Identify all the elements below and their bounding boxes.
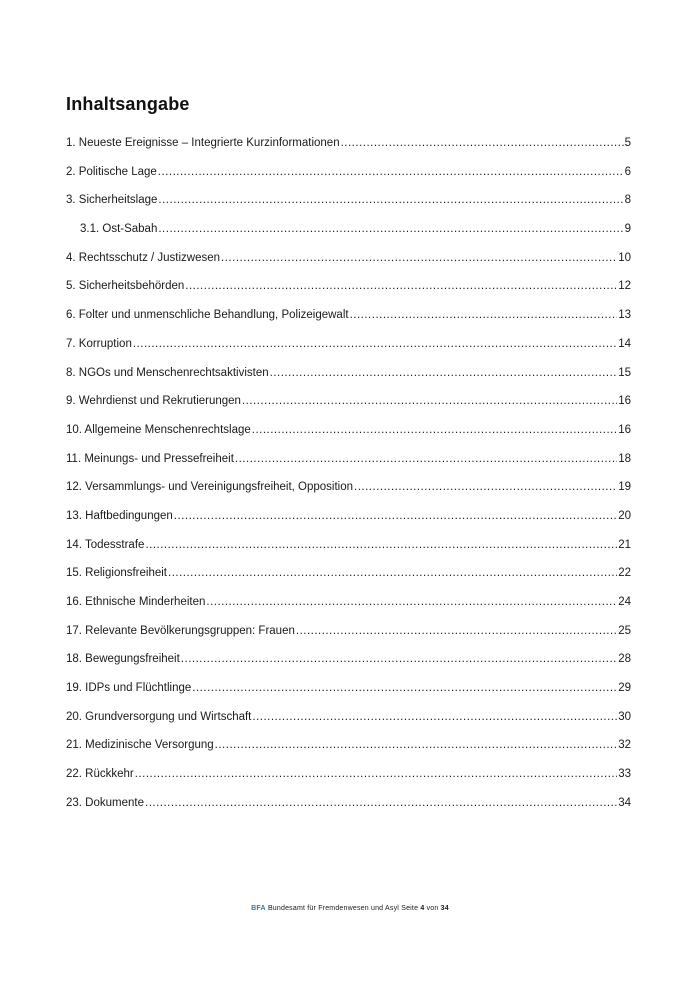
toc-entry-label: 17. Relevante Bevölkerungsgruppen: Frauen <box>66 624 295 637</box>
toc-dot-leader <box>252 711 617 723</box>
footer-page-label: Seite <box>401 905 419 912</box>
toc-dot-leader <box>168 567 617 579</box>
toc-entry[interactable] <box>66 739 631 768</box>
toc-entry[interactable] <box>66 166 631 195</box>
toc-entry-label: 1. Neueste Ereignisse – Integrierte Kurzinformationen <box>66 137 340 149</box>
toc-entry[interactable] <box>66 338 631 367</box>
toc-entry-page: 32 <box>618 739 631 752</box>
toc-entry-label: 19. IDPs und Flüchtlinge <box>66 682 192 695</box>
toc-entry-page: 15 <box>618 366 631 379</box>
toc-dot-leader <box>158 223 623 235</box>
toc-entry-label: 5. Sicherheitsbehörden <box>66 280 185 293</box>
toc-entry-label: 6. Folter und unmenschliche Behandlung, Polizeigewalt <box>66 309 349 322</box>
toc-dot-leader <box>181 653 617 665</box>
toc-entry[interactable] <box>66 510 631 539</box>
toc-entry-label: 11. Meinungs- und Pressefreiheit <box>66 452 234 465</box>
toc-entry-label: 9. Wehrdienst und Rekrutierungen <box>66 395 241 408</box>
toc-entry-page: 14 <box>618 337 631 350</box>
toc-dot-leader <box>221 252 617 264</box>
toc-entry[interactable] <box>66 280 631 309</box>
toc-entry[interactable] <box>66 682 631 711</box>
toc-dot-leader <box>270 367 618 379</box>
toc-dot-leader <box>296 625 617 637</box>
toc-entry[interactable] <box>66 711 631 740</box>
toc-dot-leader <box>145 539 617 551</box>
toc-entry[interactable] <box>66 797 631 826</box>
toc-entry-page: 18 <box>618 452 631 465</box>
toc-entry-label: 8. NGOs und Menschenrechtsaktivisten <box>66 366 269 379</box>
footer-page-current: 4 <box>420 905 425 912</box>
toc-entry-page: 29 <box>618 682 631 695</box>
toc-entry-label: 18. Bewegungsfreiheit <box>66 653 180 666</box>
toc-entry-page: 22 <box>618 567 631 580</box>
toc-entry-page: 13 <box>618 309 631 322</box>
toc-entry-page: 16 <box>618 423 631 436</box>
toc-entry-page: 8 <box>624 194 631 207</box>
toc-entry-label: 7. Korruption <box>66 337 132 350</box>
toc-entry[interactable] <box>66 653 631 682</box>
toc-entry-page: 12 <box>618 280 631 293</box>
toc-entry-page: 21 <box>618 538 631 551</box>
toc-dot-leader <box>158 194 623 206</box>
toc-entry-page: 24 <box>618 596 631 608</box>
page-title: Inhaltsangabe <box>66 94 190 114</box>
toc-entry[interactable] <box>66 395 631 424</box>
toc-entry-page: 28 <box>618 653 631 666</box>
toc-entry-page: 9 <box>624 223 631 236</box>
toc-entry-label: 2. Politische Lage <box>66 165 157 178</box>
toc-entry-label: 23. Dokumente <box>66 796 144 809</box>
page-content <box>66 94 631 826</box>
toc-entry[interactable] <box>66 596 631 625</box>
toc-entry[interactable] <box>66 194 631 223</box>
toc-entry-page: 34 <box>618 796 631 809</box>
toc-entry-page: 19 <box>618 481 631 494</box>
toc-entry-label: 16. Ethnische Minderheiten <box>66 596 206 608</box>
footer-of-label: von <box>426 905 439 912</box>
toc-entry-label: 3. Sicherheitslage <box>66 194 158 207</box>
toc-dot-leader <box>185 280 617 292</box>
toc-entry[interactable] <box>66 424 631 453</box>
toc-entry-label: 4. Rechtsschutz / Justizwesen <box>66 251 221 264</box>
toc-entry-label: 22. Rückkehr <box>66 768 134 781</box>
toc-dot-leader <box>252 424 617 436</box>
toc-dot-leader <box>145 797 617 809</box>
footer-org-name: Bundesamt für Fremdenwesen und Asyl <box>267 905 400 912</box>
toc-dot-leader <box>354 481 617 493</box>
toc-entry-page: 30 <box>618 710 631 723</box>
toc-entry-page: 10 <box>618 251 631 264</box>
toc-entry-page: 20 <box>618 509 631 522</box>
toc-dot-leader <box>350 309 618 321</box>
footer-org-abbr: BFA <box>251 905 266 912</box>
page-footer <box>0 904 700 913</box>
toc-entry-label: 15. Religionsfreiheit <box>66 567 168 580</box>
toc-entry[interactable] <box>66 481 631 510</box>
toc-dot-leader <box>215 739 618 751</box>
toc-entry[interactable] <box>66 223 631 252</box>
toc-list <box>66 137 631 826</box>
toc-entry[interactable] <box>66 252 631 281</box>
toc-entry-label: 21. Medizinische Versorgung <box>66 739 214 752</box>
toc-entry-label: 20. Grundversorgung und Wirtschaft <box>66 710 252 723</box>
toc-entry[interactable] <box>66 567 631 596</box>
toc-entry[interactable] <box>66 453 631 482</box>
toc-entry-label: 14. Todesstrafe <box>66 538 145 551</box>
toc-dot-leader <box>206 596 617 608</box>
toc-entry[interactable] <box>66 625 631 654</box>
toc-entry[interactable] <box>66 539 631 568</box>
toc-entry[interactable] <box>66 309 631 338</box>
toc-dot-leader <box>235 453 617 465</box>
toc-entry[interactable] <box>66 768 631 797</box>
toc-entry[interactable] <box>66 137 631 166</box>
toc-entry-label: 13. Haftbedingungen <box>66 509 173 522</box>
toc-entry-page: 6 <box>624 165 631 178</box>
toc-entry[interactable] <box>66 367 631 396</box>
toc-entry-label: 12. Versammlungs- und Vereinigungsfreiheit, Opposition <box>66 481 354 494</box>
toc-entry-label: 10. Allgemeine Menschenrechtslage <box>66 423 251 436</box>
toc-dot-leader <box>133 338 617 350</box>
toc-dot-leader <box>158 166 624 178</box>
toc-dot-leader <box>135 768 617 780</box>
toc-entry-page: 16 <box>618 395 631 408</box>
toc-dot-leader <box>242 395 617 407</box>
toc-entry-page: 5 <box>624 137 631 149</box>
toc-dot-leader <box>192 682 617 694</box>
toc-entry-page: 25 <box>618 624 631 637</box>
toc-dot-leader <box>174 510 617 522</box>
toc-entry-page: 33 <box>618 768 631 781</box>
footer-page-total: 34 <box>440 905 449 912</box>
toc-entry-label: 3.1. Ost-Sabah <box>80 223 158 236</box>
toc-dot-leader <box>341 137 624 149</box>
